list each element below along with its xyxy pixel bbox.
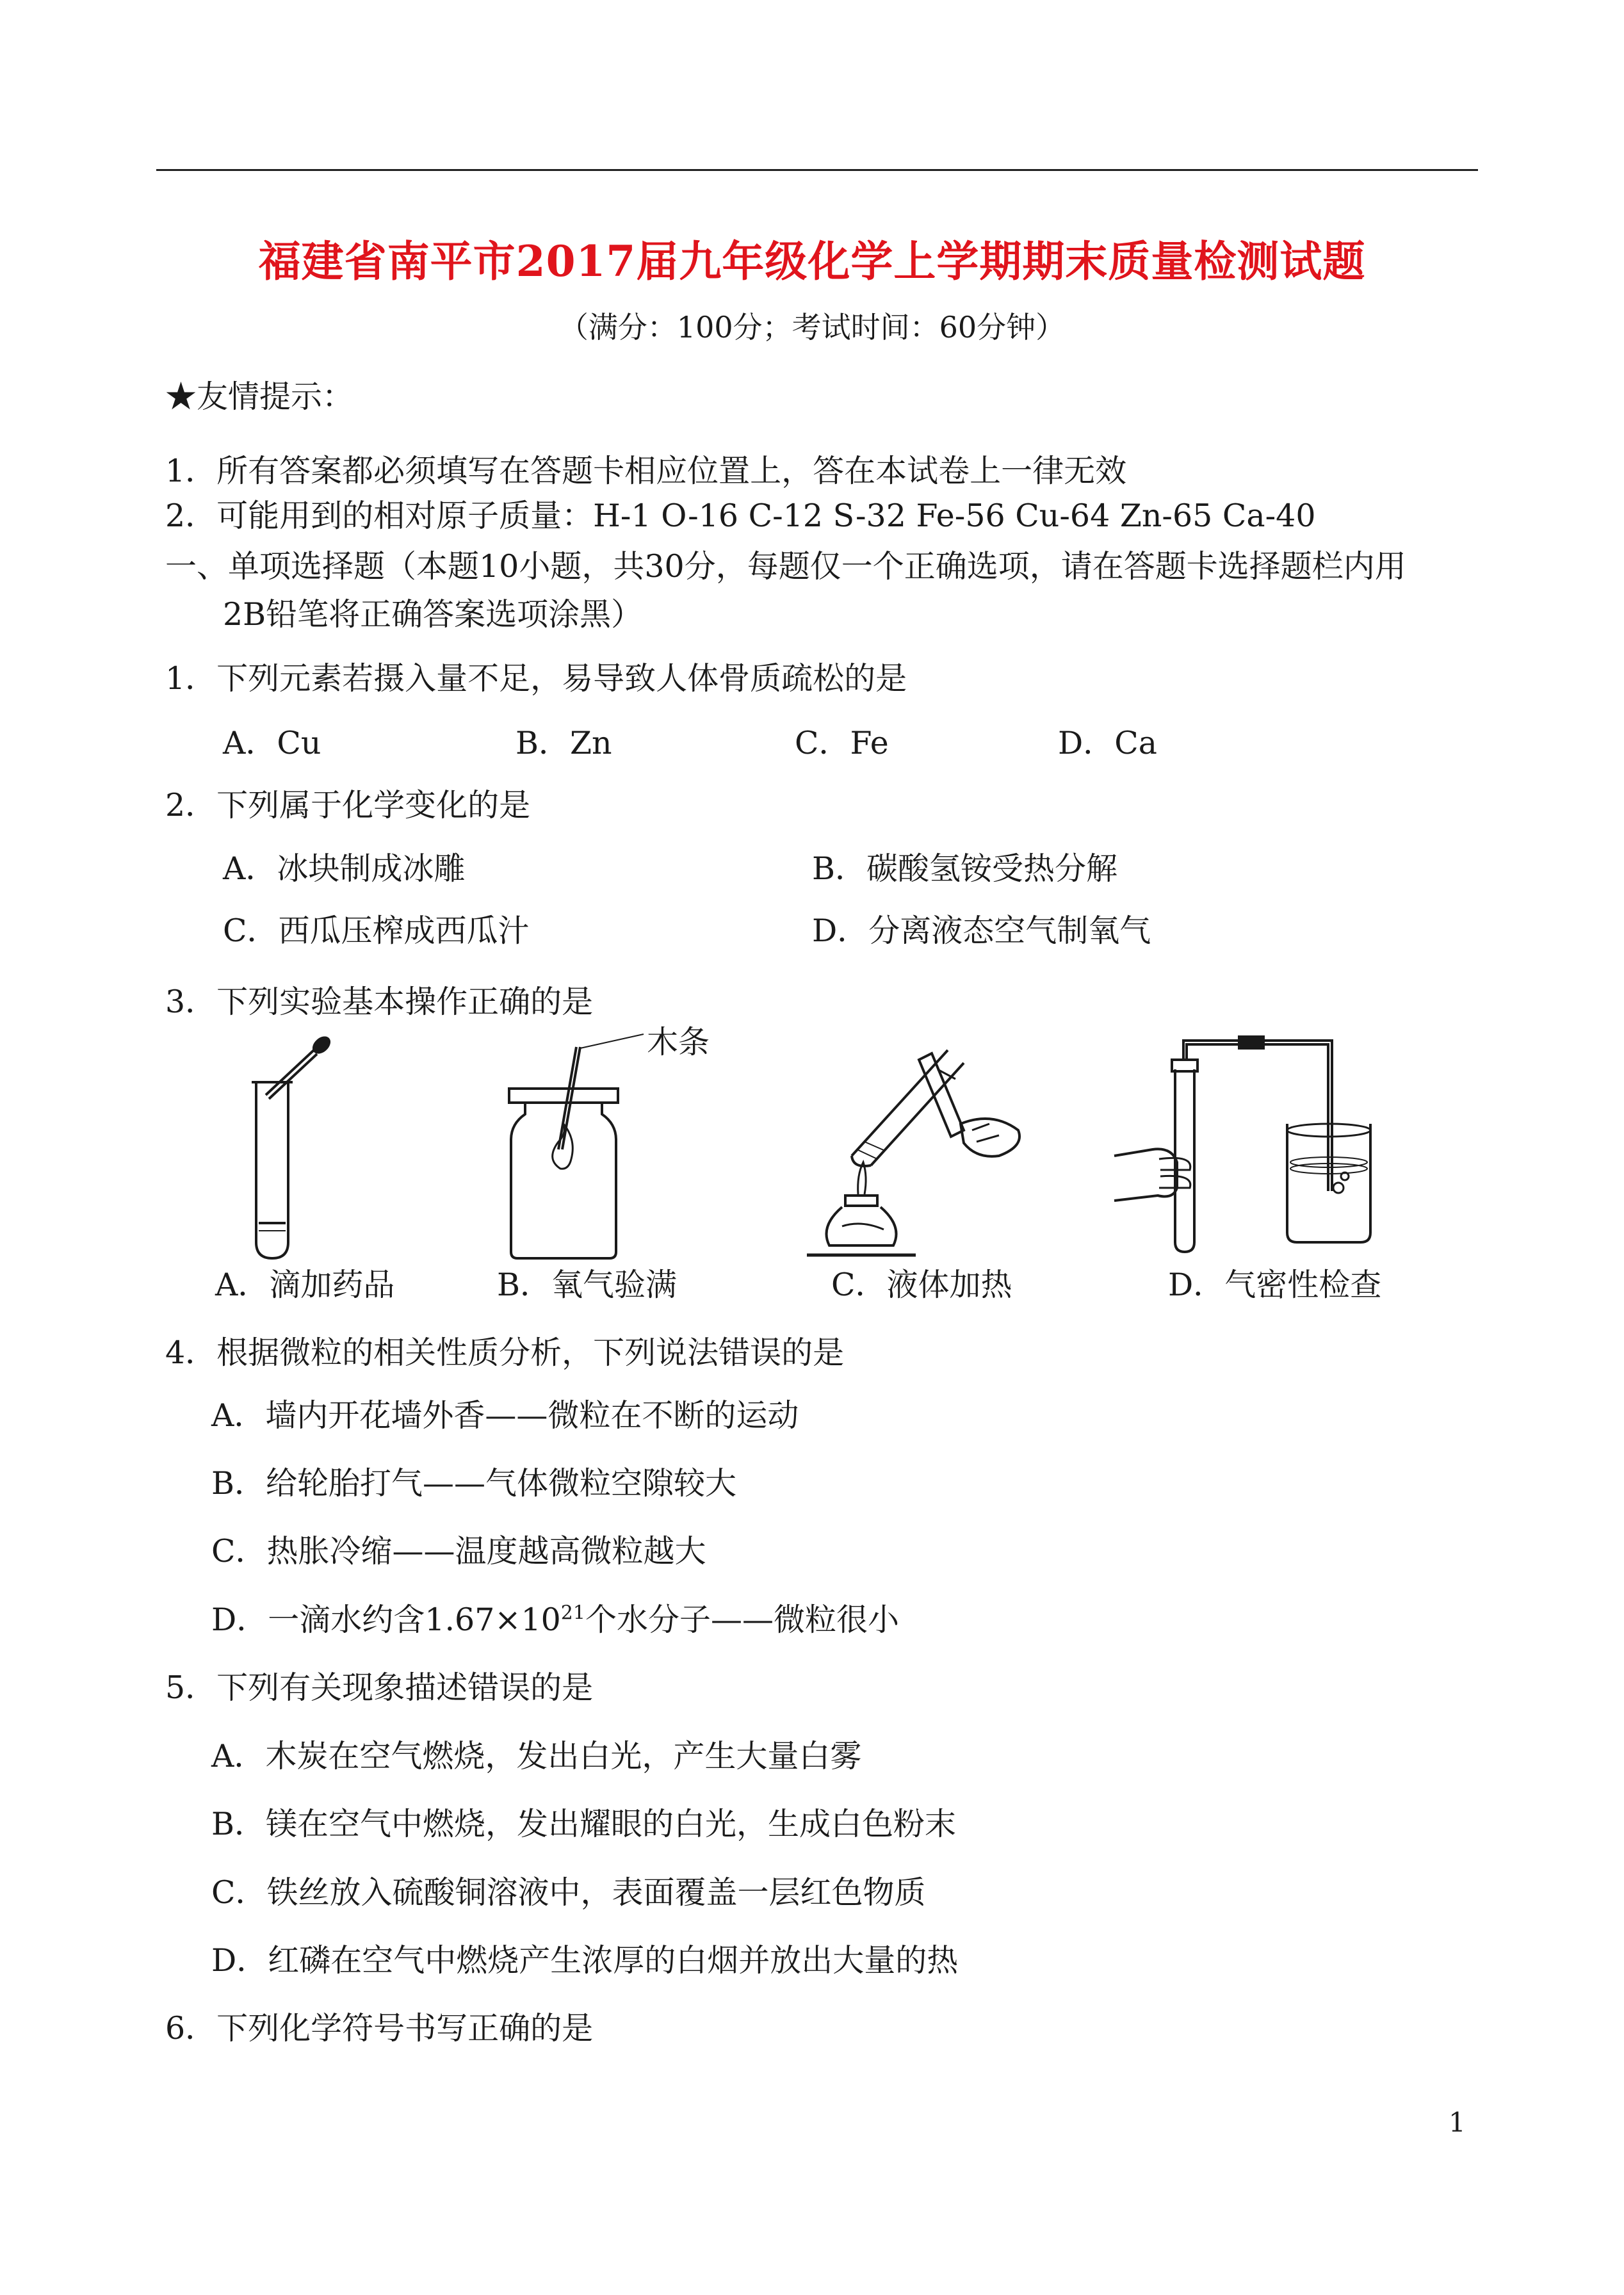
option-a: A．木炭在空气燃烧，发出白光，产生大量白雾 <box>211 1738 862 1774</box>
page-title: 福建省南平市2017届九年级化学上学期期末质量检测试题 <box>258 236 1366 286</box>
section-heading-cont: 2B铅笔将正确答案选项涂黑） <box>223 596 643 633</box>
option-b: B．碳酸氢铵受热分解 <box>812 850 1118 887</box>
tip-item: 1．所有答案都必须填写在答题卡相应位置上，答在本试卷上一律无效 <box>165 453 1127 489</box>
question-4-stem: 4．根据微粒的相关性质分析，下列说法错误的是 <box>165 1334 845 1371</box>
option-d <box>211 1601 899 1639</box>
tip-item: 2．可能用到的相对原子质量：H-1 O-16 C-12 S-32 Fe-56 Cu-64 Zn-65 Ca-40 <box>165 498 1316 534</box>
figure-label-b: B．氧气验满 <box>497 1267 678 1303</box>
question-1-stem: 1．下列元素若摄入量不足，易导致人体骨质疏松的是 <box>165 660 907 697</box>
section-heading: 一、单项选择题（本题10小题，共30分，每题仅一个正确选项，请在答题卡选择题栏内用 <box>165 548 1406 585</box>
figure-label-a: A．滴加药品 <box>215 1267 395 1303</box>
option-c: C．热胀冷缩——温度越高微粒越大 <box>211 1533 706 1569</box>
tips-heading: ★友情提示： <box>165 378 354 415</box>
option-a: A．冰块制成冰雕 <box>223 850 466 887</box>
option-d: D．红磷在空气中燃烧产生浓厚的白烟并放出大量的热 <box>211 1942 959 1979</box>
option-d-prefix: D．一滴水约含1.67×10 <box>211 1602 561 1638</box>
question-5-stem: 5．下列有关现象描述错误的是 <box>165 1669 594 1706</box>
option-d: D．分离液态空气制氧气 <box>812 912 1151 949</box>
option-a: A．墙内开花墙外香——微粒在不断的运动 <box>211 1397 799 1434</box>
option-b: B．镁在空气中燃烧，发出耀眼的白光，生成白色粉末 <box>211 1806 957 1842</box>
figure-liquid-heating <box>807 1034 1050 1271</box>
option-c: C．Fe <box>795 725 889 761</box>
header-rule <box>156 169 1478 171</box>
figure-gas-bottle-splint <box>487 1034 717 1265</box>
option-b: B．Zn <box>516 725 612 761</box>
option-c: C．铁丝放入硫酸铜溶液中，表面覆盖一层红色物质 <box>211 1874 926 1911</box>
splint-label: 木条 <box>647 1024 710 1060</box>
option-c: C．西瓜压榨成西瓜汁 <box>223 912 530 949</box>
option-d-exponent: 21 <box>560 1602 585 1625</box>
figure-airtightness-check <box>1114 1034 1383 1258</box>
option-b: B．给轮胎打气——气体微粒空隙较大 <box>211 1465 737 1502</box>
figure-dropper-test-tube <box>231 1031 346 1268</box>
figure-label-c: C．液体加热 <box>831 1267 1012 1303</box>
page-number: 1 <box>1449 2107 1466 2138</box>
figure-label-d: D．气密性检查 <box>1168 1267 1382 1303</box>
question-2-stem: 2．下列属于化学变化的是 <box>165 787 531 823</box>
option-d: D．Ca <box>1058 725 1157 761</box>
page-subtitle: （满分：100分；考试时间：60分钟） <box>558 310 1066 345</box>
option-d-suffix: 个水分子——微粒很小 <box>585 1602 899 1638</box>
option-a: A．Cu <box>223 725 321 761</box>
question-6-stem: 6．下列化学符号书写正确的是 <box>165 2010 594 2047</box>
question-3-stem: 3．下列实验基本操作正确的是 <box>165 984 594 1020</box>
